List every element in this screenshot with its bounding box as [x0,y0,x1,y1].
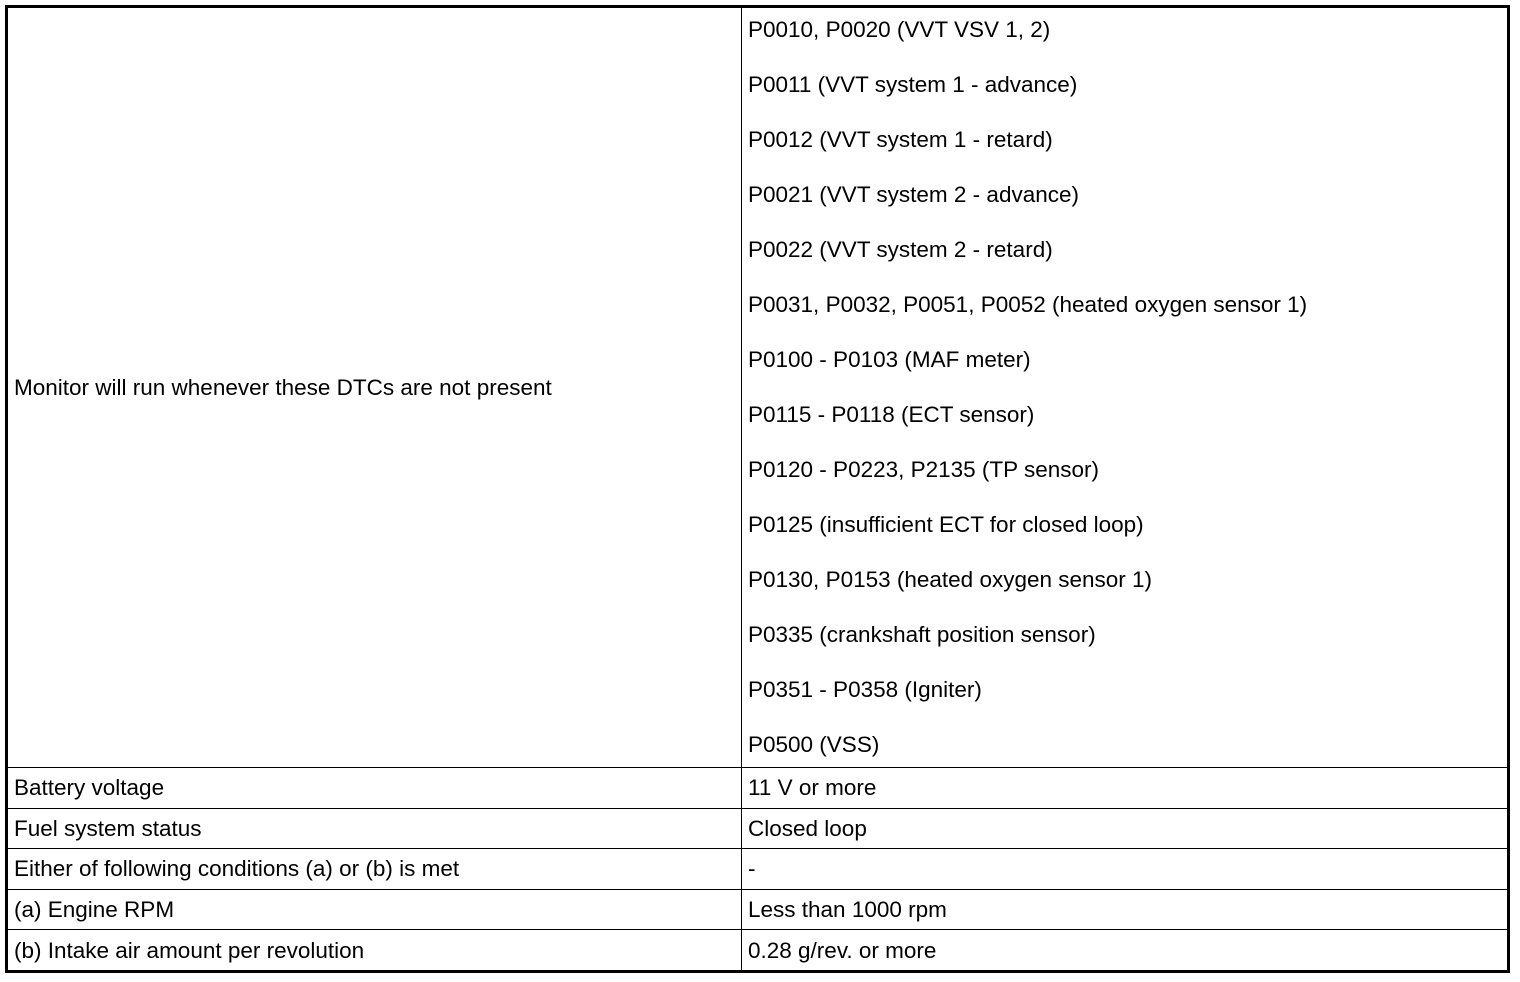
table-row [7,849,1509,890]
dtc-item: P0125 (insufficient ECT for closed loop) [748,512,1144,537]
dtc-item: P0335 (crankshaft position sensor) [748,622,1096,647]
table-row [7,930,1509,972]
dtc-item: P0031, P0032, P0051, P0052 (heated oxygen sensor 1) [748,292,1308,317]
dtc-item: P0500 (VSS) [748,732,880,757]
condition-value: Less than 1000 rpm [742,889,1509,930]
table-row [7,889,1509,930]
table-row [7,768,1509,809]
dtc-item: P0011 (VVT system 1 - advance) [748,72,1078,97]
dtc-item: P0115 - P0118 (ECT sensor) [748,402,1035,427]
dtc-item: P0100 - P0103 (MAF meter) [748,347,1031,372]
condition-label: Monitor will run whenever these DTCs are not present [7,7,742,768]
condition-label: (b) Intake air amount per revolution [7,930,742,972]
dtc-item: P0012 (VVT system 1 - retard) [748,127,1053,152]
dtc-item: P0130, P0153 (heated oxygen sensor 1) [748,567,1153,592]
dtc-item: P0022 (VVT system 2 - retard) [748,237,1053,262]
condition-value: Closed loop [742,808,1509,849]
dtc-item: P0351 - P0358 (Igniter) [748,677,982,702]
dtc-item: P0120 - P0223, P2135 (TP sensor) [748,457,1100,482]
condition-value: 11 V or more [742,768,1509,809]
conditions-table [5,5,1510,973]
dtc-list-cell [742,7,1509,768]
condition-label: (a) Engine RPM [7,889,742,930]
condition-value: - [742,849,1509,890]
condition-label: Battery voltage [7,768,742,809]
dtc-list [748,8,1507,767]
table-row [7,808,1509,849]
condition-label: Fuel system status [7,808,742,849]
dtc-item: P0021 (VVT system 2 - advance) [748,182,1079,207]
condition-value: 0.28 g/rev. or more [742,930,1509,972]
condition-label: Either of following conditions (a) or (b) is met [7,849,742,890]
dtc-item: P0010, P0020 (VVT VSV 1, 2) [748,17,1051,42]
table-row [7,7,1509,768]
